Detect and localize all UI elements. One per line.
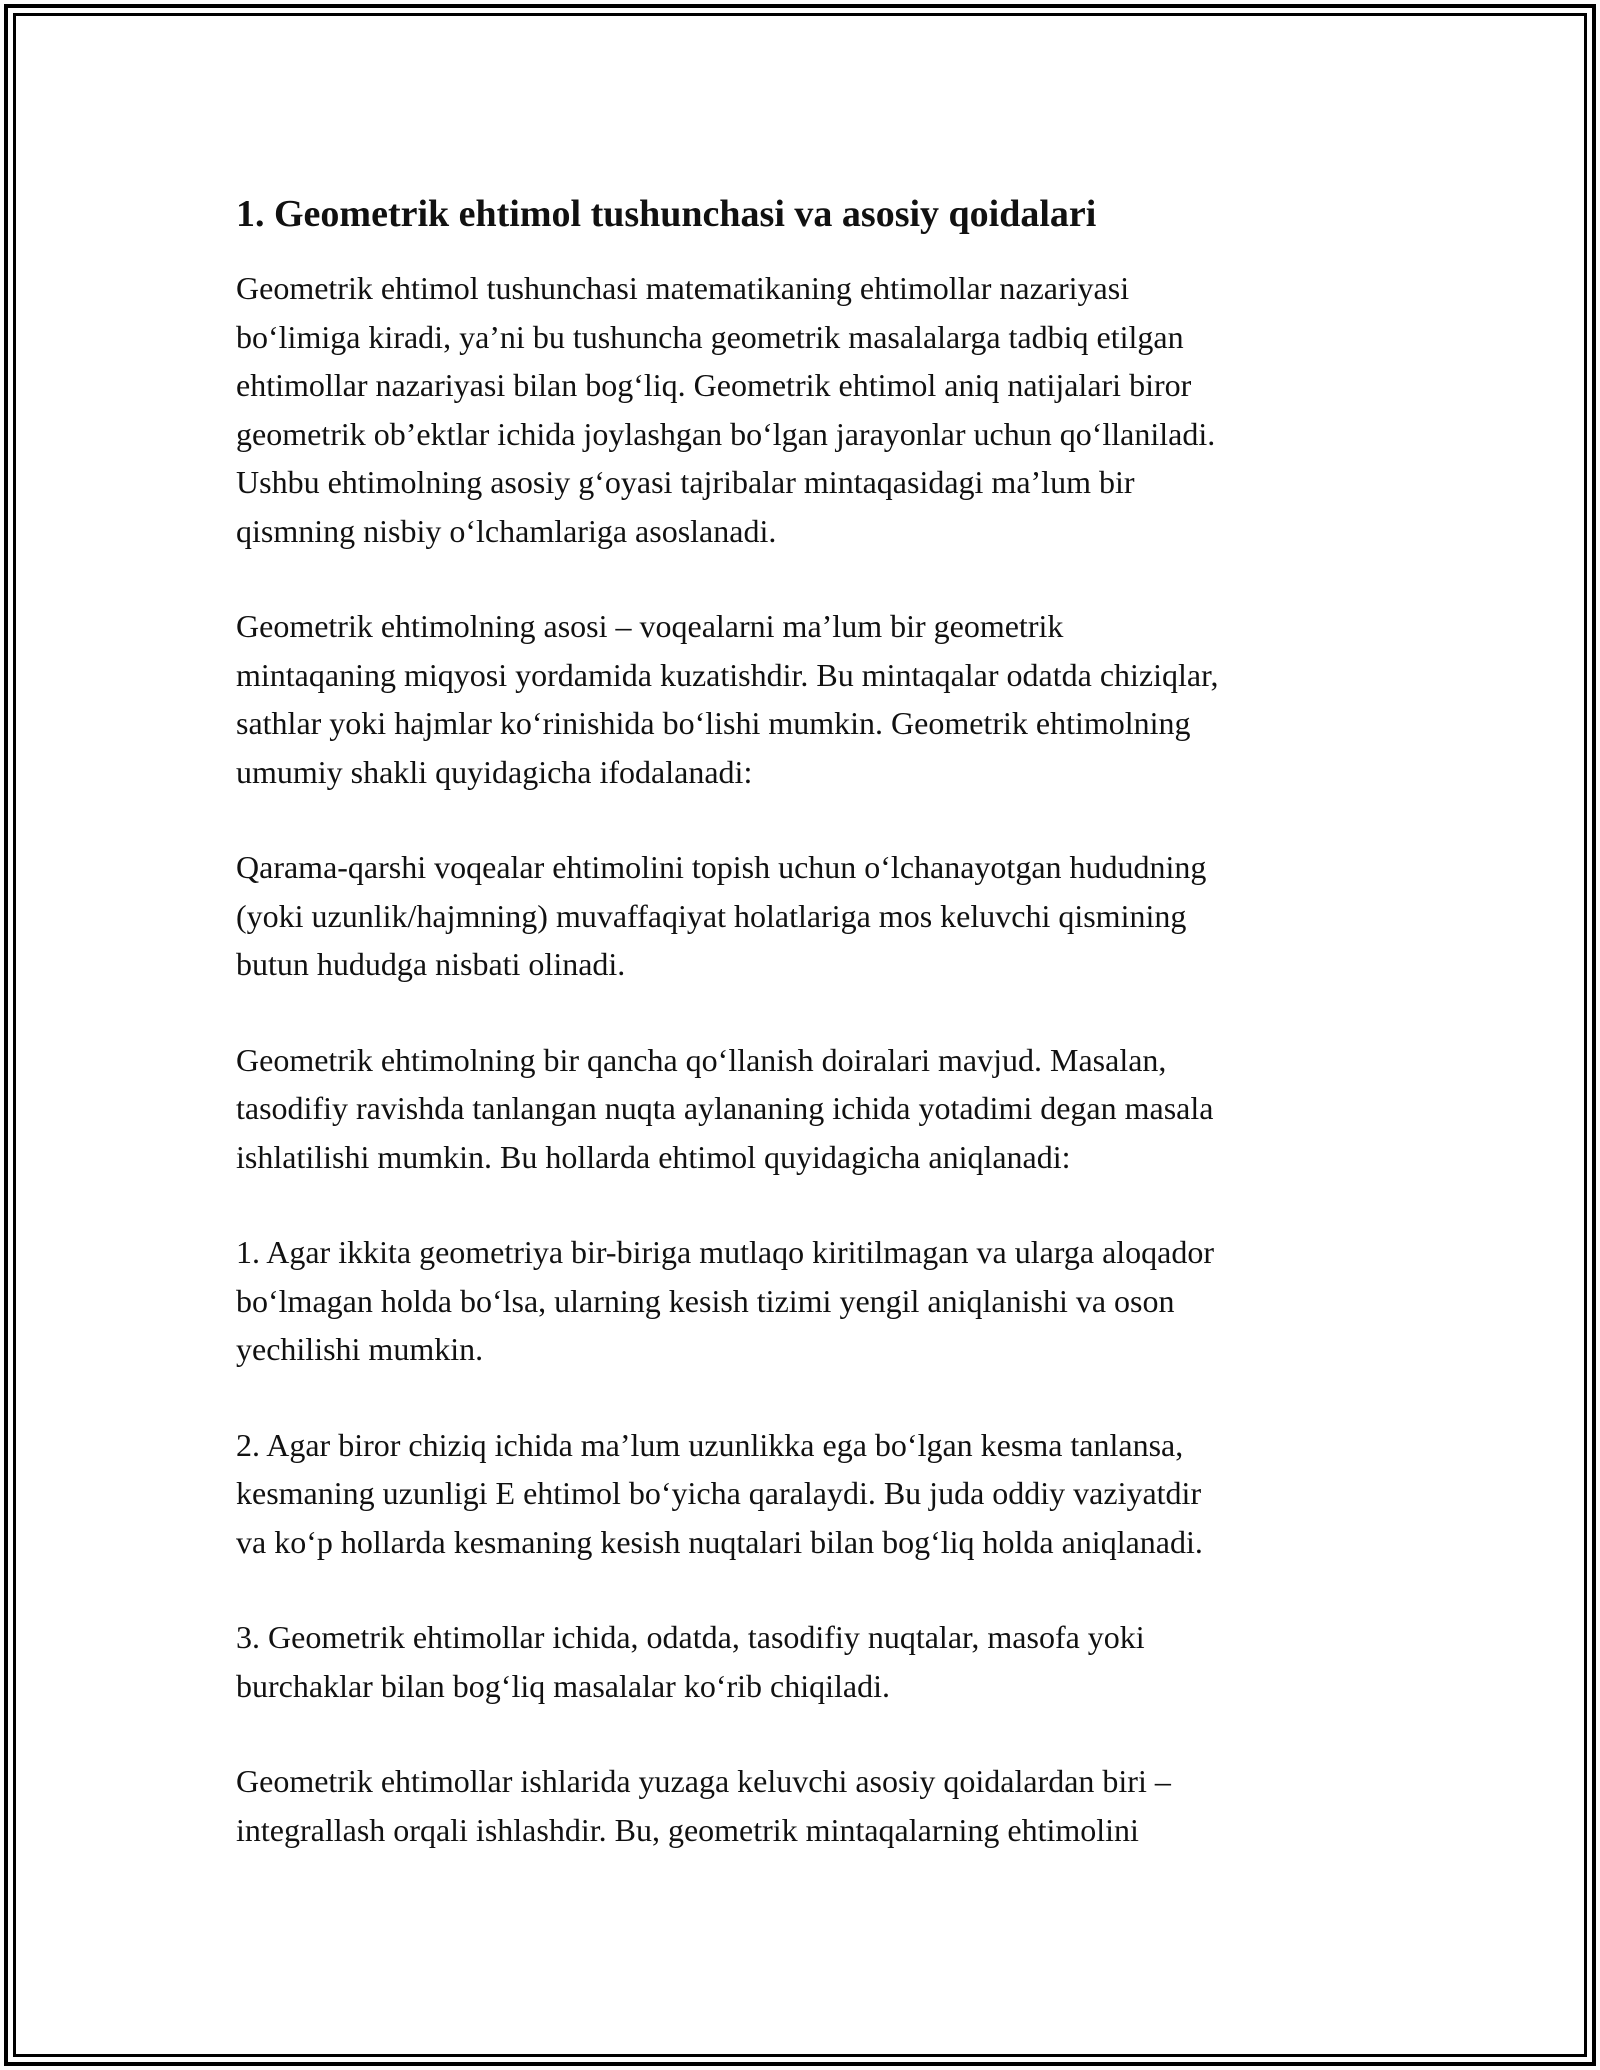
text-line: Geometrik ehtimol tushunchasi matematikaning ehtimollar nazariyasi	[236, 270, 1130, 306]
text-line: umumiy shakli quyidagicha ifodalanadi:	[236, 753, 753, 790]
text-line: tasodifiy ravishda tanlangan nuqta aylananing ichida yotadimi degan masala	[236, 1090, 1214, 1126]
paragraph-opposite-events	[236, 843, 1376, 989]
paragraph-intro	[236, 264, 1376, 555]
section-heading: 1. Geometrik ehtimol tushunchasi va asosiy qoidalari	[236, 193, 1097, 235]
text-line: Qarama-qarshi voqealar ehtimolini topish uchun o‘lchanayotgan hududning	[236, 849, 1207, 885]
text-line: va ko‘p hollarda kesmaning kesish nuqtalari bilan bog‘liq holda aniqlanadi.	[236, 1523, 1203, 1560]
list-item-2	[236, 1421, 1376, 1567]
text-line: Geometrik ehtimolning asosi – voqealarni ma’lum bir geometrik	[236, 608, 1064, 644]
text-line: bo‘lmagan holda bo‘lsa, ularning kesish tizimi yengil aniqlanishi va oson	[236, 1282, 1175, 1319]
text-line: (yoki uzunlik/hajmning) muvaffaqiyat holatlariga mos keluvchi qismining	[236, 897, 1187, 934]
text-line: 3. Geometrik ehtimollar ichida, odatda, tasodifiy nuqtalar, masofa yoki	[236, 1619, 1145, 1655]
paragraph-basis	[236, 602, 1376, 796]
text-line: Geometrik ehtimollar ishlarida yuzaga keluvchi asosiy qoidalardan biri –	[236, 1763, 1171, 1799]
list-item-3	[236, 1613, 1376, 1710]
text-line: 2. Agar biror chiziq ichida ma’lum uzunlikka ega bo‘lgan kesma tanlansa,	[236, 1426, 1184, 1463]
paragraph-applications	[236, 1036, 1376, 1182]
text-line: yechilishi mumkin.	[236, 1331, 484, 1367]
text-line: sathlar yoki hajmlar ko‘rinishida bo‘lishi mumkin. Geometrik ehtimolning	[236, 705, 1191, 741]
text-line: Ushbu ehtimolning asosiy g‘oyasi tajribalar mintaqasidagi ma’lum bir	[236, 464, 1135, 500]
document-body	[236, 186, 1376, 1901]
text-line: 1. Agar ikkita geometriya bir-biriga mutlaqo kiritilmagan va ularga aloqador	[236, 1234, 1215, 1270]
text-line: geometrik ob’ektlar ichida joylashgan bo‘lgan jarayonlar uchun qo‘llaniladi.	[236, 415, 1216, 452]
text-line: bo‘limiga kiradi, ya’ni bu tushuncha geometrik masalalarga tadbiq etilgan	[236, 318, 1184, 355]
text-line: qismning nisbiy o‘lchamlariga asoslanadi.	[236, 512, 777, 549]
text-line: mintaqaning miqyosi yordamida kuzatishdir. Bu mintaqalar odatda chiziqlar,	[236, 656, 1219, 693]
paragraph-integration	[236, 1757, 1376, 1854]
text-line: kesmaning uzunligi E ehtimol bo‘yicha qaralaydi. Bu juda oddiy vaziyatdir	[236, 1475, 1202, 1511]
text-line: Geometrik ehtimolning bir qancha qo‘llanish doiralari mavjud. Masalan,	[236, 1041, 1167, 1078]
text-line: butun hududga nisbati olinadi.	[236, 946, 626, 982]
text-line: ehtimollar nazariyasi bilan bog‘liq. Geometrik ehtimol aniq natijalari biror	[236, 367, 1192, 403]
text-line: ishlatilishi mumkin. Bu hollarda ehtimol quyidagicha aniqlanadi:	[236, 1138, 1071, 1175]
list-item-1	[236, 1228, 1376, 1374]
text-line: integrallash orqali ishlashdir. Bu, geometrik mintaqalarning ehtimolini	[236, 1811, 1139, 1848]
text-line: burchaklar bilan bog‘liq masalalar ko‘rib chiqiladi.	[236, 1667, 890, 1704]
